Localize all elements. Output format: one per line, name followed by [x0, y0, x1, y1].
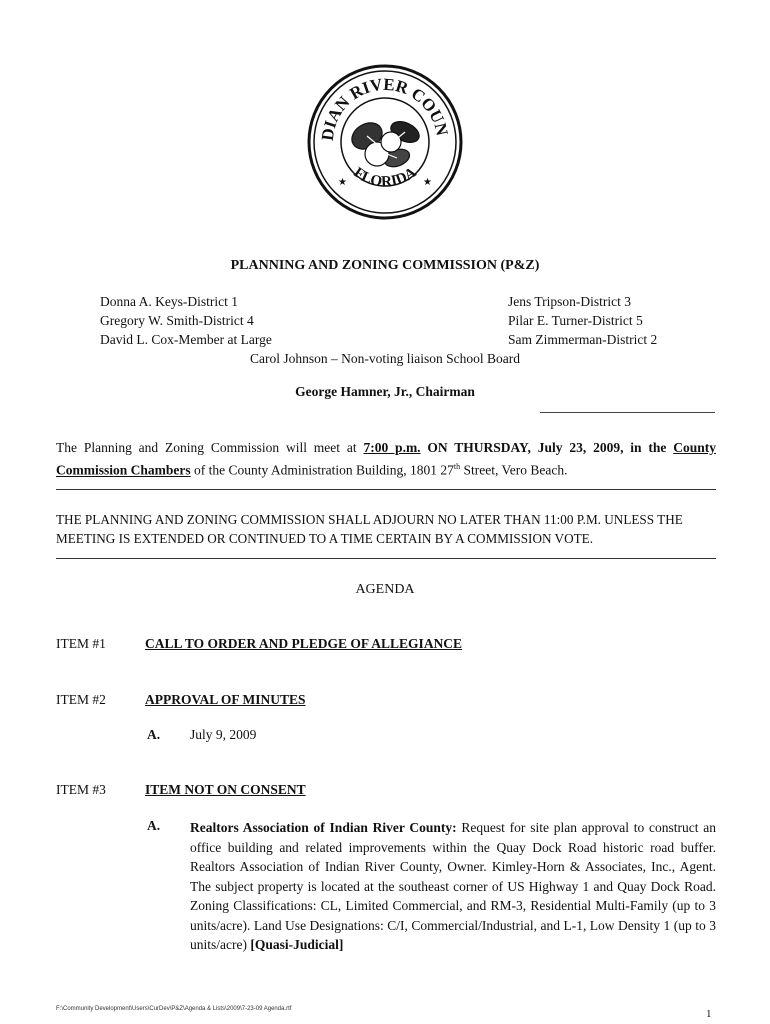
item-number: ITEM #1: [56, 636, 106, 651]
sub-item-bold: Realtors Association of Indian River County:: [190, 820, 457, 835]
sub-item-text: Request for site plan approval to construct an office building and related improvements within the Quay Dock Road historic road buffer. Realtors Association of Indian River County, Owner. Kimley-Horn & Associates, Inc., Agent. The subject property is located at the southeast corner of US Highway 1 and Quay Dock Road. Zoning Classifications: CL, Limited Commercial, and RM-3, Residential Multi-Family (up to 3 units/acre). Land Use Designations: C/I, Commercial/Industrial, and L-1, Low Density 1 (up to 3 units/acre): [190, 820, 717, 952]
page-title: PLANNING AND ZONING COMMISSION (P&Z): [230, 258, 540, 273]
svg-text:FLORIDA: [351, 165, 420, 191]
member-line: David L. Cox-Member at Large: [100, 332, 272, 347]
item-title: ITEM NOT ON CONSENT: [145, 782, 306, 797]
agenda-heading: AGENDA: [355, 582, 415, 597]
sub-item-description: [190, 818, 716, 955]
item-title: APPROVAL OF MINUTES: [145, 692, 306, 707]
divider: [56, 558, 716, 559]
page-number: 1: [706, 1008, 712, 1020]
meeting-day: ON THURSDAY, July 23, 2009, in the: [420, 440, 674, 455]
meeting-end: Street, Vero Beach.: [460, 462, 568, 478]
seal-bottom-text: FLORIDA: [350, 164, 420, 191]
item-number: ITEM #3: [56, 782, 106, 797]
meeting-time: 7:00 p.m.: [363, 440, 421, 455]
members-right: [508, 292, 657, 349]
sub-item-tag: [Quasi-Judicial]: [250, 937, 344, 952]
meeting-notice: [56, 438, 716, 480]
member-line: Pilar E. Turner-District 5: [508, 313, 643, 328]
member-line: Jens Tripson-District 3: [508, 294, 632, 309]
county-seal: [305, 62, 465, 222]
member-line: Donna A. Keys-District 1: [100, 294, 238, 309]
members-left: [100, 292, 272, 349]
liaison-line: Carol Johnson – Non-voting liaison School Board: [250, 351, 520, 366]
meeting-sup: th: [453, 462, 461, 471]
footer-path: F:\Community Development\Users\CurDev\P&Z\Agenda & Lists\2009\7-23-09 Agenda.rtf: [56, 1006, 292, 1012]
member-line: Sam Zimmerman-District 2: [508, 332, 658, 347]
sub-item-letter: A.: [147, 818, 161, 833]
member-line: Gregory W. Smith-District 4: [100, 313, 254, 328]
item-number: ITEM #2: [56, 692, 106, 707]
meeting-intro: The Planning and Zoning Commission will meet at: [56, 440, 364, 455]
sub-item-letter: A.: [147, 727, 161, 742]
meeting-rest: of the County Administration Building, 1801 27: [190, 462, 454, 478]
item-title: CALL TO ORDER AND PLEDGE OF ALLEGIANCE: [145, 636, 463, 651]
seal-top-text: DIAN RIVER COUN: [317, 74, 452, 142]
svg-text:★: ★: [338, 177, 347, 188]
adjourn-notice: THE PLANNING AND ZONING COMMISSION SHALL ADJOURN NO LATER THAN 11:00 P.M. UNLESS THE MEETING IS EXTENDED OR CONTINUED TO A TIME CERTAIN BY A COMMISSION VOTE.: [56, 512, 683, 546]
sub-item-text: July 9, 2009: [190, 727, 257, 742]
svg-text:★: ★: [423, 177, 432, 188]
chairman: George Hamner, Jr., Chairman: [295, 384, 475, 399]
divider: [540, 412, 715, 413]
meeting-place: County Commission Chambers: [56, 440, 716, 478]
divider: [56, 489, 716, 490]
